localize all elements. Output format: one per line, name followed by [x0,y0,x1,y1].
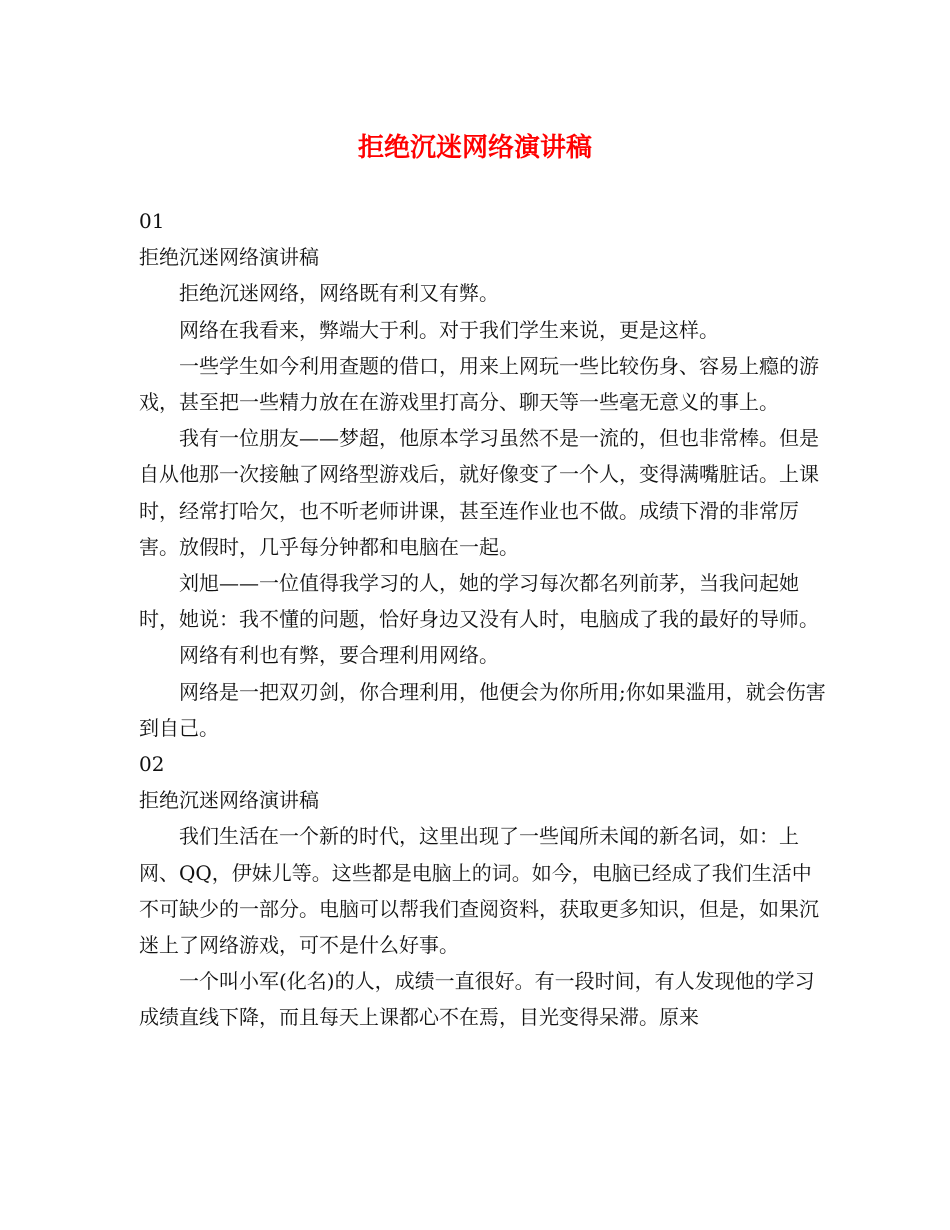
document-body [139,203,829,1036]
paragraph: 拒绝沉迷网络，网络既有利又有弊。 [179,281,499,306]
paragraph: 一些学生如今利用查题的借口，用来上网玩一些比较伤身、容易上瘾的游戏，甚至把一些精力放在在游戏里打高分、聊天等一些毫无意义的事上。 [139,353,819,415]
paragraph: 网络在我看来，弊端大于利。对于我们学生来说，更是这样。 [179,317,719,342]
section-heading: 拒绝沉迷网络演讲稿 [139,788,319,813]
paragraph: 我们生活在一个新的时代，这里出现了一些闻所未闻的新名词，如：上网、QQ，伊妹儿等。这些都是电脑上的词。如今，电脑已经成了我们生活中不可缺少的一部分。电脑可以帮我们查阅资料，获取更多知识，但是，如果沉迷上了网络游戏，可不是什么好事。 [139,824,819,958]
section-number: 02 [139,752,165,777]
paragraph: 我有一位朋友——梦超，他原本学习虽然不是一流的，但也非常棒。但是自从他那一次接触了网络型游戏后，就好像变了一个人，变得满嘴脏话。上课时，经常打哈欠，也不听老师讲课，甚至连作业也不做。成绩下滑的非常厉害。放假时，几乎每分钟都和电脑在一起。 [139,426,819,559]
document-title: 拒绝沉迷网络演讲稿 [357,133,592,163]
paragraph: 网络是一把双刃剑，你合理利用，他便会为你所用;你如果滥用，就会伤害到自己。 [139,679,826,740]
paragraph: 刘旭——一位值得我学习的人，她的学习每次都名列前茅，当我问起她时，她说：我不懂的问题，恰好身边又没有人时，电脑成了我的最好的导师。 [139,571,819,632]
paragraph: 网络有利也有弊，要合理利用网络。 [179,643,499,668]
paragraph: 一个叫小军(化名)的人，成绩一直很好。有一段时间，有人发现他的学习成绩直线下降，而且每天上课都心不在焉，目光变得呆滞。原来 [139,969,815,1030]
section-number: 01 [139,209,165,233]
section-heading: 拒绝沉迷网络演讲稿 [139,245,319,270]
